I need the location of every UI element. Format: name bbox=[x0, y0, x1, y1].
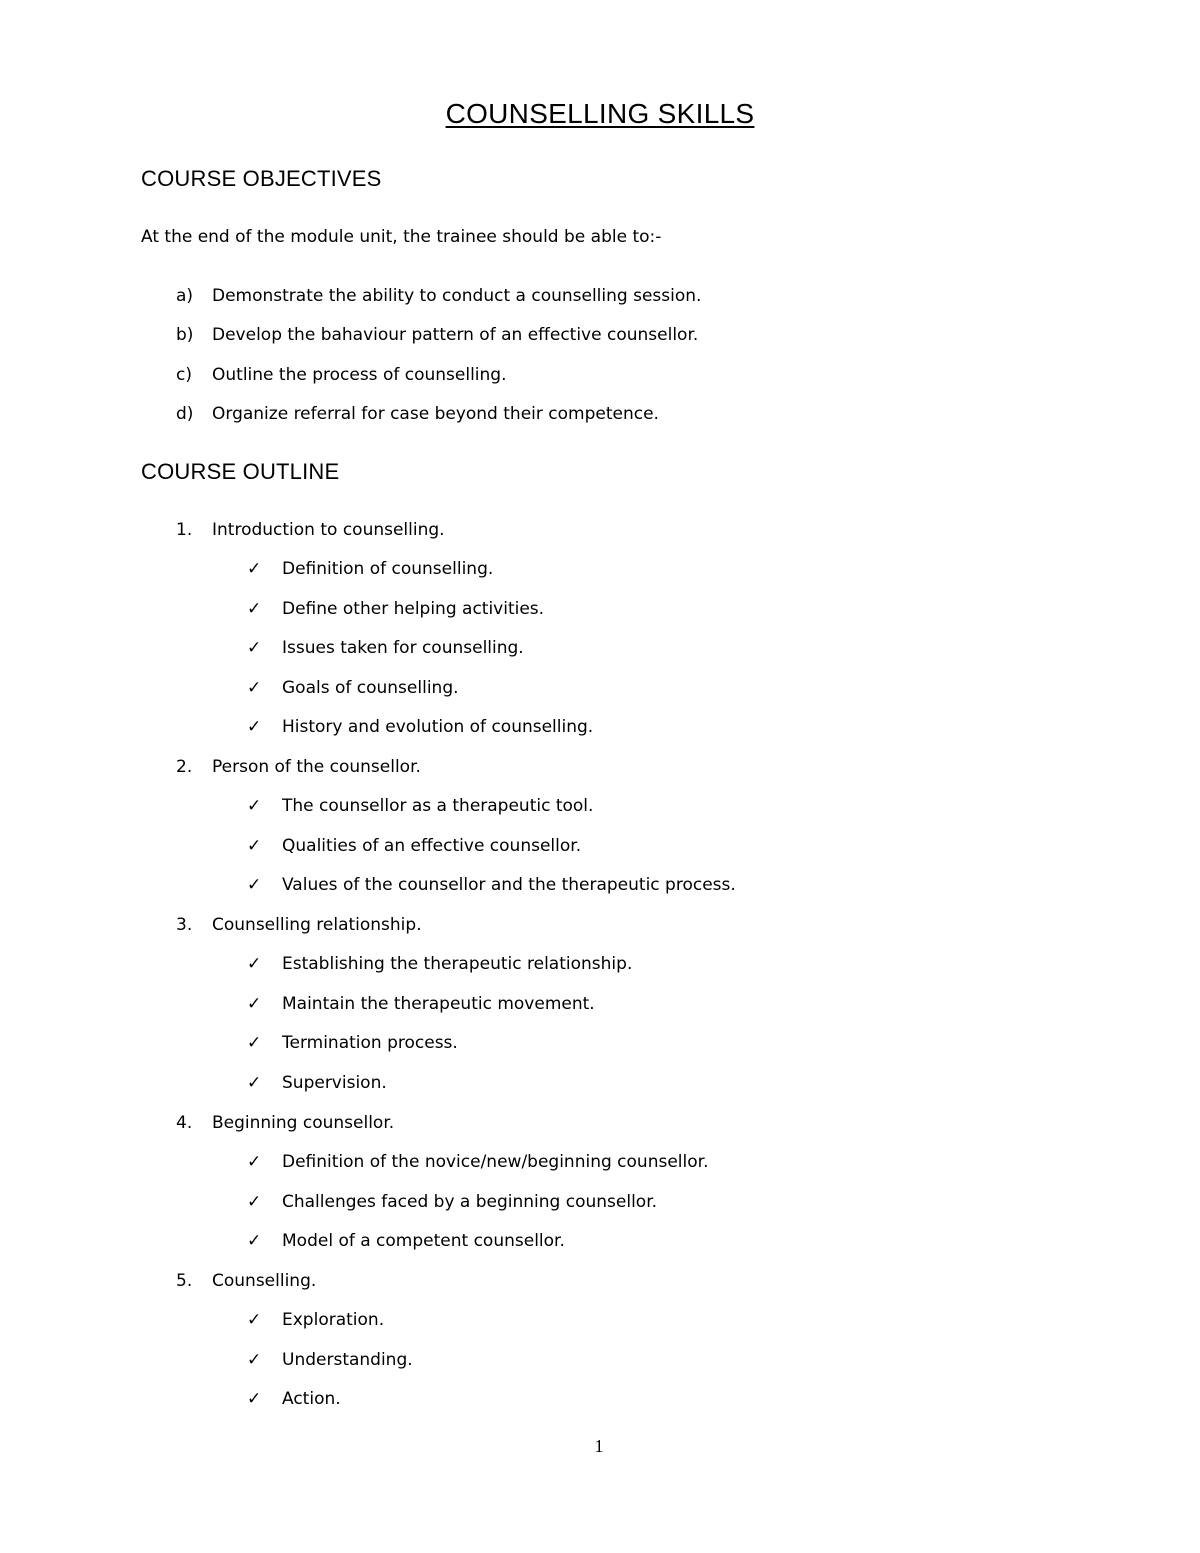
subitem-text: History and evolution of counselling. bbox=[282, 717, 594, 737]
checkmark-icon: ✓ bbox=[247, 954, 262, 974]
section-number: 1. bbox=[176, 520, 193, 540]
objective-marker: b) bbox=[176, 325, 194, 345]
checkmark-icon: ✓ bbox=[247, 1389, 262, 1409]
subitem-text: Supervision. bbox=[282, 1073, 387, 1093]
subitem-text: Challenges faced by a beginning counsellor. bbox=[282, 1192, 658, 1212]
section-title: Counselling relationship. bbox=[212, 915, 422, 935]
subitem-text: Exploration. bbox=[282, 1310, 385, 1330]
section-title: Counselling. bbox=[212, 1271, 317, 1291]
subitem-text: Qualities of an effective counsellor. bbox=[282, 836, 582, 856]
subitem-text: Define other helping activities. bbox=[282, 599, 545, 619]
checkmark-icon: ✓ bbox=[247, 559, 262, 579]
section-title: Beginning counsellor. bbox=[212, 1113, 395, 1133]
objective-text: Demonstrate the ability to conduct a counselling session. bbox=[212, 286, 702, 306]
page-number: 1 bbox=[594, 1436, 604, 1456]
objective-marker: a) bbox=[176, 286, 194, 306]
subitem-text: Action. bbox=[282, 1389, 341, 1409]
objective-text: Outline the process of counselling. bbox=[212, 365, 507, 385]
objectives-heading: COURSE OBJECTIVES bbox=[141, 166, 382, 191]
subitem-text: Definition of counselling. bbox=[282, 559, 494, 579]
checkmark-icon: ✓ bbox=[247, 1231, 262, 1251]
subitem-text: Understanding. bbox=[282, 1350, 413, 1370]
checkmark-icon: ✓ bbox=[247, 1152, 262, 1172]
subitem-text: Termination process. bbox=[282, 1033, 458, 1053]
objective-text: Develop the bahaviour pattern of an effective counsellor. bbox=[212, 325, 699, 345]
subitem-text: Model of a competent counsellor. bbox=[282, 1231, 565, 1251]
checkmark-icon: ✓ bbox=[247, 678, 262, 698]
section-number: 4. bbox=[176, 1113, 193, 1133]
checkmark-icon: ✓ bbox=[247, 717, 262, 737]
section-title: Introduction to counselling. bbox=[212, 520, 445, 540]
checkmark-icon: ✓ bbox=[247, 1073, 262, 1093]
section-number: 2. bbox=[176, 757, 193, 777]
checkmark-icon: ✓ bbox=[247, 638, 262, 658]
checkmark-icon: ✓ bbox=[247, 599, 262, 619]
section-number: 3. bbox=[176, 915, 193, 935]
checkmark-icon: ✓ bbox=[247, 875, 262, 895]
objective-marker: c) bbox=[176, 365, 192, 385]
checkmark-icon: ✓ bbox=[247, 836, 262, 856]
objectives-intro: At the end of the module unit, the trainee should be able to:- bbox=[141, 227, 662, 247]
objective-marker: d) bbox=[176, 404, 194, 424]
subitem-text: Issues taken for counselling. bbox=[282, 638, 524, 658]
checkmark-icon: ✓ bbox=[247, 1192, 262, 1212]
checkmark-icon: ✓ bbox=[247, 796, 262, 816]
subitem-text: Maintain the therapeutic movement. bbox=[282, 994, 595, 1014]
document-title: COUNSELLING SKILLS bbox=[445, 98, 755, 129]
subitem-text: Establishing the therapeutic relationship. bbox=[282, 954, 633, 974]
section-title: Person of the counsellor. bbox=[212, 757, 421, 777]
section-number: 5. bbox=[176, 1271, 193, 1291]
checkmark-icon: ✓ bbox=[247, 1310, 262, 1330]
checkmark-icon: ✓ bbox=[247, 994, 262, 1014]
subitem-text: Values of the counsellor and the therapeutic process. bbox=[282, 875, 736, 895]
outline-heading: COURSE OUTLINE bbox=[141, 459, 340, 484]
objective-text: Organize referral for case beyond their competence. bbox=[212, 404, 659, 424]
subitem-text: Goals of counselling. bbox=[282, 678, 459, 698]
checkmark-icon: ✓ bbox=[247, 1033, 262, 1053]
subitem-text: Definition of the novice/new/beginning counsellor. bbox=[282, 1152, 709, 1172]
subitem-text: The counsellor as a therapeutic tool. bbox=[282, 796, 594, 816]
checkmark-icon: ✓ bbox=[247, 1350, 262, 1370]
